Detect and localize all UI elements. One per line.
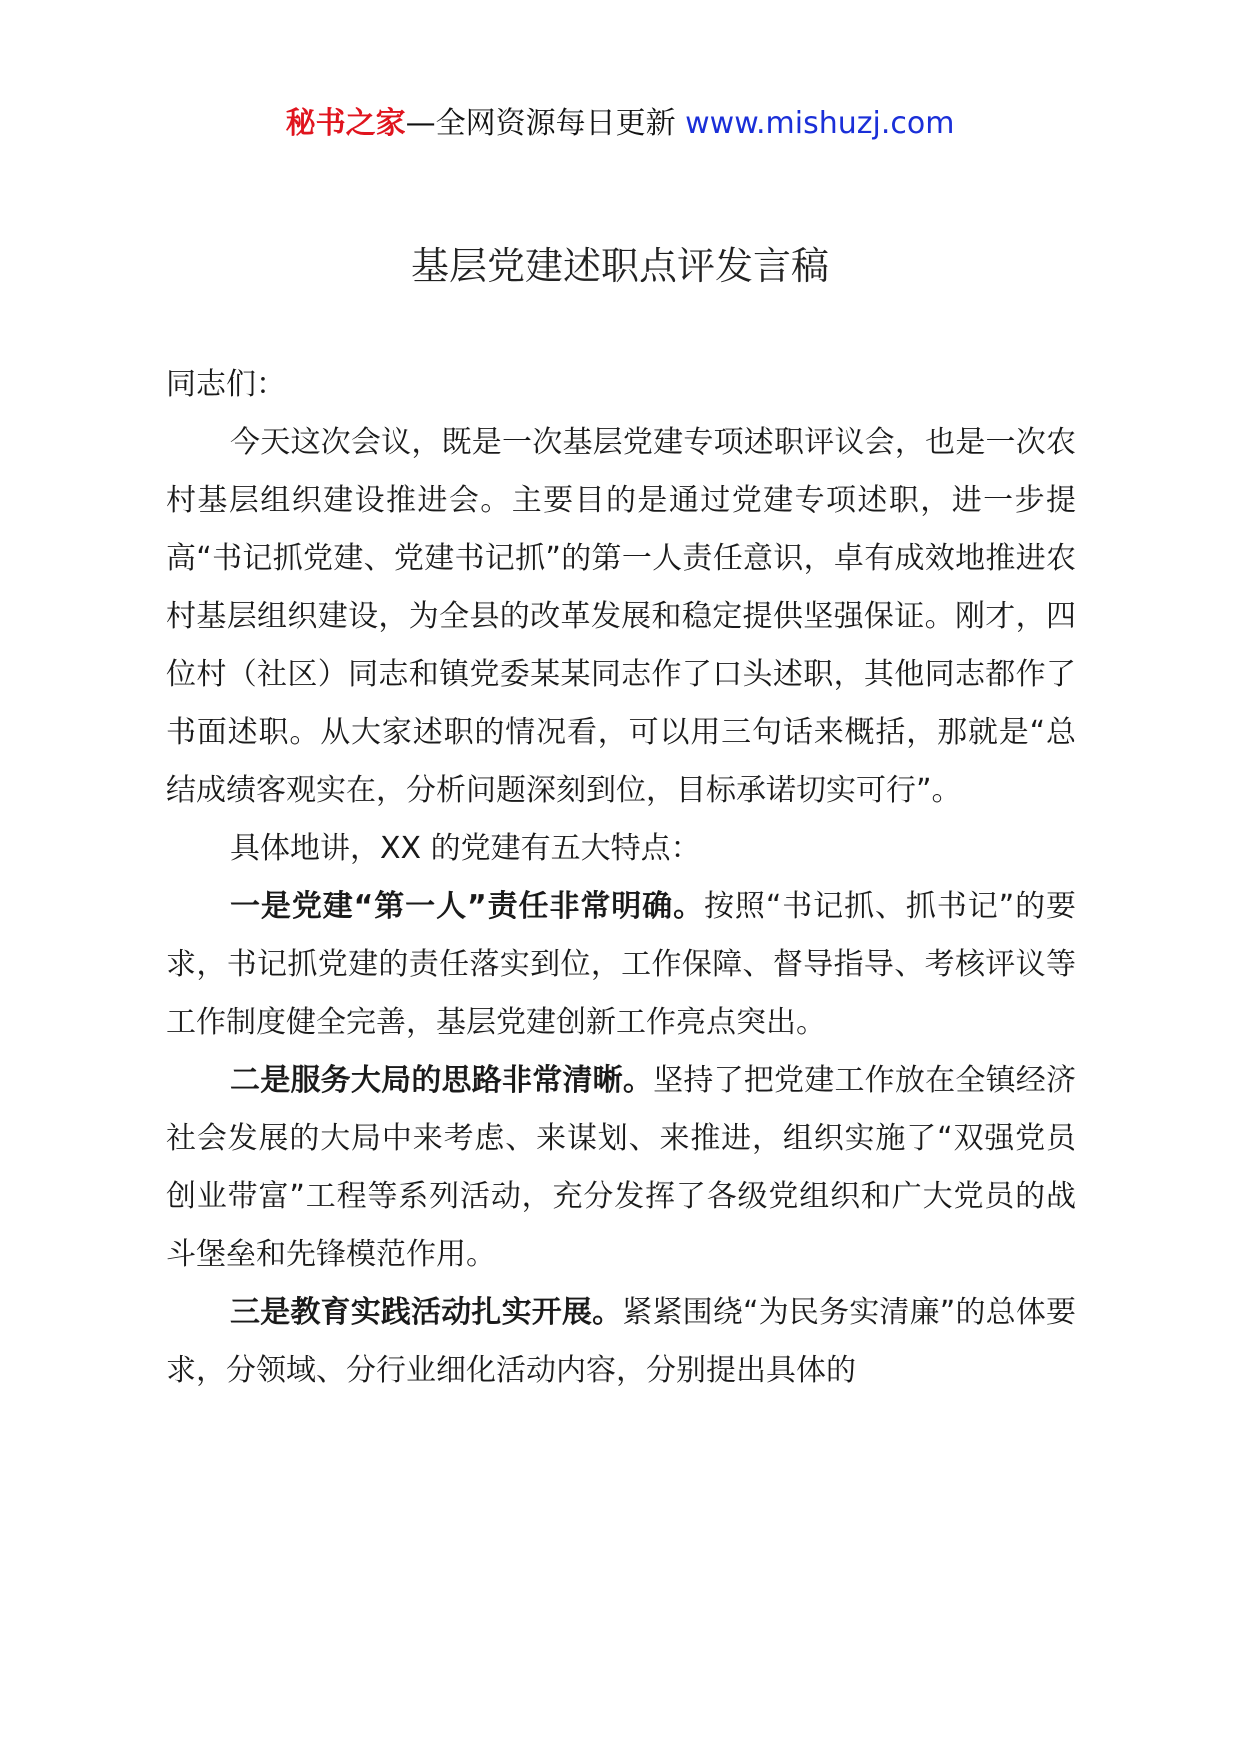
site-brand: 秘书之家 [285,106,406,141]
point-paragraph [166,878,1076,1052]
document-title: 基层党建述职点评发言稿 [410,244,829,288]
point-paragraph [166,1052,1076,1284]
body-paragraph: 今天这次会议，既是一次基层党建专项述职评议会，也是一次农村基层组织建设推进会。主要目的是通过党建专项述职，进一步提高“书记抓党建、党建书记抓”的第一人责任意识，卓有成效地推进农村基层组织建设，为全县的改革发展和稳定提供坚强保证。刚才，四位村（社区）同志和镇党委某某同志作了口头述职，其他同志都作了书面述职。从大家述职的情况看，可以用三句话来概括，那就是“总结成绩客观实在，分析问题深刻到位，目标承诺切实可行”。 [166,425,1076,808]
site-header [0,100,1240,148]
point-text: 坚持了把党建工作放在全镇经济社会发展的大局中来考虑、来谋划、来推进，组织实施了“双强党员创业带富”工程等系列活动，充分发挥了各级党组织和广大党员的战斗堡垒和先锋模范作用。 [166,1063,1077,1272]
salutation: 同志们： [166,367,286,402]
site-tagline: —全网资源每日更新 [405,106,676,141]
point-lead: 一是党建“第一人”责任非常明确。 [230,889,704,924]
point-text: 紧紧围绕“为民务实清廉”的总体要求，分领域、分行业细化活动内容，分别提出具体的 [166,1295,1076,1388]
document-body [166,356,1076,1400]
point-text: 按照“书记抓、抓书记”的要求，书记抓党建的责任落实到位，工作保障、督导指导、考核评议等工作制度健全完善，基层党建创新工作亮点突出。 [166,889,1076,1040]
point-paragraph [166,1284,1076,1400]
body-paragraph: 具体地讲，XX 的党建有五大特点： [230,831,701,866]
point-lead: 三是教育实践活动扎实开展。 [230,1295,623,1330]
point-lead: 二是服务大局的思路非常清晰。 [230,1063,654,1098]
site-url-link[interactable]: www.mishuzj.com [685,106,955,141]
